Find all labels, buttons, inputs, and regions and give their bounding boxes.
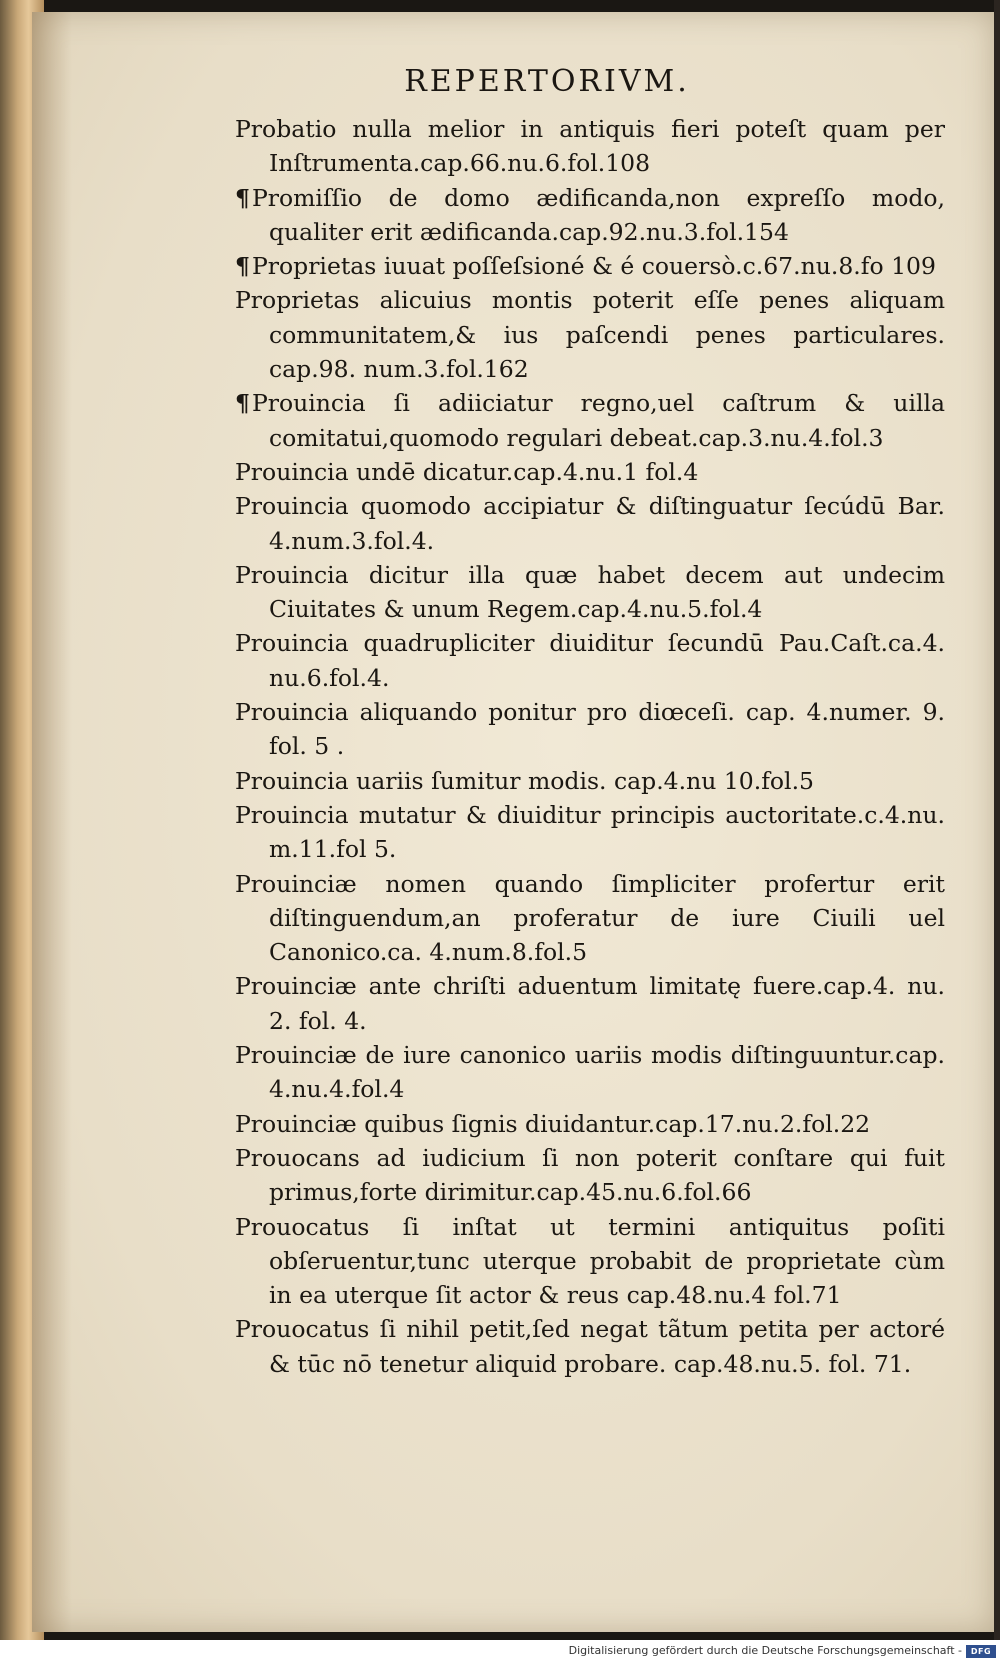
index-entry xyxy=(235,558,945,627)
index-entry-text: Prouincia mutatur & diuiditur principis auctoritate.c.4.nu. m.11.fol 5. xyxy=(235,800,945,864)
index-entry xyxy=(235,1038,945,1107)
index-entry xyxy=(235,798,945,867)
index-entry-text: Proprietas iuuat poſſeſsioné & é couersò.c.67.nu.8.fo 109 xyxy=(251,252,936,281)
index-entry-text: Prouincia quadrupliciter diuiditur ſecundū Pau.Caſt.ca.4. nu.6.fol.4. xyxy=(235,629,945,692)
index-entries xyxy=(235,112,945,1381)
index-entry xyxy=(235,695,945,764)
digitization-footer xyxy=(0,1640,1000,1661)
running-header: REPERTORIVM. xyxy=(404,64,690,99)
index-entry-text: Promiſſio de domo ædificanda,non expreſſo modo, qualiter erit ædificanda.cap.92.nu.3.fol.154 xyxy=(251,183,945,246)
index-entry xyxy=(235,764,945,798)
index-entry xyxy=(235,1141,945,1210)
index-entry xyxy=(235,181,945,250)
index-entry-text: Proprietas alicuius montis poterit eſſe penes aliquam communitatem,& ius paſcendi penes particulares. cap.98. num.3.fol.162 xyxy=(235,286,945,384)
footer-credit: Digitalisierung gefördert durch die Deutsche Forschungsgemeinschaft - xyxy=(568,1644,962,1657)
book-page xyxy=(32,12,994,1632)
pilcrow-icon: ¶ xyxy=(235,183,250,212)
index-entry-text: Prouinciæ ante chriſti aduentum limitatę fuere.cap.4. nu. 2. fol. 4. xyxy=(235,972,945,1035)
book-edge xyxy=(994,0,1000,1640)
index-entry-text: Prouincia undē dicatur.cap.4.nu.1 fol.4 xyxy=(235,457,699,486)
index-entry-text: Prouincia ſi adiiciatur regno,uel caſtrum & uilla comitatui,quomodo regulari debeat.cap.3.nu.4.fol.3 xyxy=(251,389,945,452)
index-entry xyxy=(235,1312,945,1381)
page-gutter-shadow xyxy=(32,12,72,1632)
index-entry-text: Prouincia quomodo accipiatur & diſtinguatur ſecúdū Bar. 4.num.3.fol.4. xyxy=(235,492,945,555)
index-entry-text: Prouinciæ de iure canonico uariis modis diſtinguuntur.cap. 4.nu.4.fol.4 xyxy=(235,1041,945,1104)
index-entry xyxy=(235,1210,945,1313)
index-entry xyxy=(235,969,945,1038)
index-entry-text: Prouocatus ſi inſtat ut termini antiquitus poſiti obſeruentur,tunc uterque probabit de proprietate cùm in ea uterque ſit actor & reus cap.48.nu.4 fol.71 xyxy=(235,1212,945,1310)
index-entry-text: Prouinciæ quibus ſignis diuidantur.cap.17.nu.2.fol.22 xyxy=(235,1109,871,1138)
index-entry-text: Prouincia dicitur illa quæ habet decem aut undecim Ciuitates & unum Regem.cap.4.nu.5.fol.4 xyxy=(235,560,945,624)
index-entry-text: Probatio nulla melior in antiquis fieri poteſt quam per Inſtrumenta.cap.66.nu.6.fol.108 xyxy=(235,115,945,178)
index-entry xyxy=(235,455,945,489)
index-entry xyxy=(235,1107,945,1141)
index-entry xyxy=(235,489,945,558)
index-entry-text: Prouincia uariis ſumitur modis. cap.4.nu 10.fol.5 xyxy=(235,766,814,795)
index-entry-text: Prouocans ad iudicium ſi non poterit conſtare qui fuit primus,forte dirimitur.cap.45.nu.6.fol.66 xyxy=(235,1143,945,1207)
index-entry-text: Prouincia aliquando ponitur pro diœceſi. cap. 4.numer. 9. fol. 5 . xyxy=(235,698,945,761)
index-entry xyxy=(235,249,945,283)
index-entry xyxy=(235,112,945,181)
pilcrow-icon: ¶ xyxy=(235,252,250,281)
index-entry-text: Prouinciæ nomen quando ſimpliciter profertur erit diſtinguendum,an proferatur de iure Ciuili uel Canonico.ca. 4.num.8.fol.5 xyxy=(235,869,945,967)
pilcrow-icon: ¶ xyxy=(235,389,250,418)
index-entry xyxy=(235,386,945,455)
index-entry xyxy=(235,626,945,695)
index-entry xyxy=(235,283,945,386)
index-entry xyxy=(235,867,945,970)
index-entry-text: Prouocatus ſi nihil petit,ſed negat tãtum petita per actoré & tūc nō tenetur aliquid probare. cap.48.nu.5. fol. 71. xyxy=(235,1315,945,1378)
dfg-logo-icon: DFG xyxy=(966,1645,996,1658)
